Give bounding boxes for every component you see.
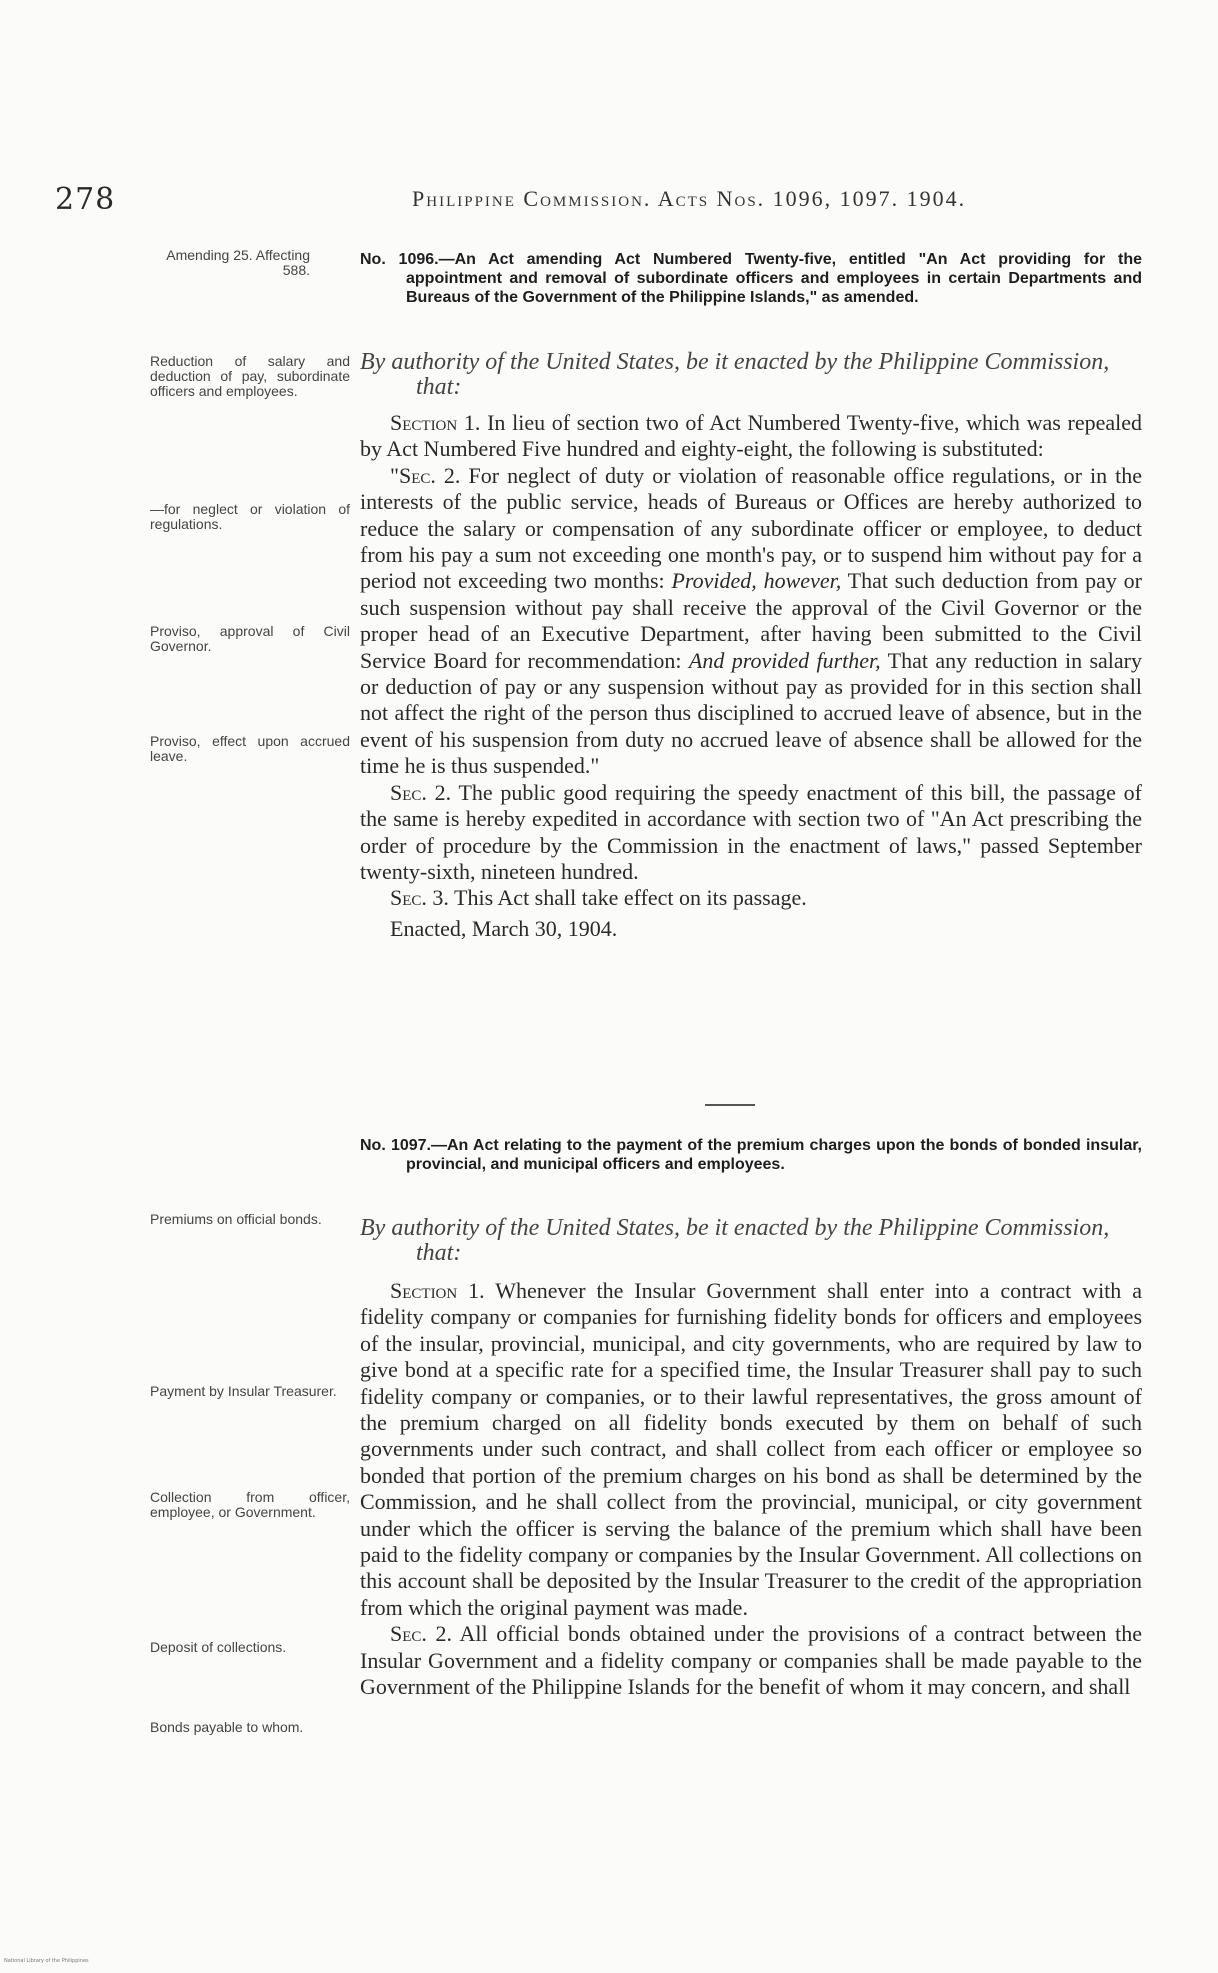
page-number: 278 bbox=[55, 182, 116, 217]
act-1096-title: No. 1096.—An Act amending Act Numbered Twenty-five, entitled "An Act providing for the appointment and removal of subordinate officers and employees in certain Departments and Bureaus of the Government of the Philippine Islands," as amended. bbox=[360, 251, 1142, 306]
quoted-section-2: "Sec. 2. For neglect of duty or violation of reasonable office regulations, or in the interests of the public service, heads of Bureaus or Offices are hereby authorized to reduce the salary or compensation of any subordinate officer or employee, to deduct from his pay a sum not exceeding one month's pay, or to suspend him without pay for a period not exceeding two months: Provided, however, That such deduction from pay or such suspension without pay shall receive the approval of the Civil Governor or the proper head of an Executive Department, after having been submitted to the Civil Service Board for recommendation: And provided further, That any reduction in salary or deduction of pay or any suspension without pay as provided for in this section shall not affect the right of the person thus disciplined to accrued leave of absence, but in the event of his suspension from duty no accrued leave of absence shall be allowed for the time he is thus suspended." bbox=[360, 462, 1143, 779]
margin-note-proviso-leave: Proviso, effect upon accrued leave. bbox=[150, 733, 350, 764]
running-head: Philippine Commission. Acts Nos. 1096, 1097. 1904. bbox=[412, 186, 967, 211]
section-3: Sec. 3. This Act shall take effect on its passage. bbox=[390, 885, 807, 911]
margin-note-amending: Amending 25. Affecting 588. bbox=[166, 247, 310, 278]
margin-note-collection: Collection from officer, employee, or Government. bbox=[150, 1489, 350, 1520]
enacted-date: Enacted, March 30, 1904. bbox=[390, 915, 618, 941]
margin-note-premiums: Premiums on official bonds. bbox=[150, 1211, 322, 1227]
margin-note-deposit: Deposit of collections. bbox=[150, 1639, 287, 1655]
margin-note-neglect: —for neglect or violation of regulations. bbox=[150, 501, 350, 532]
act-1097-authority: By authority of the United States, be it enacted by the Philippine Commission, that: bbox=[360, 1215, 1110, 1266]
act-1096-authority: By authority of the United States, be it enacted by the Philippine Commission, that: bbox=[360, 349, 1110, 400]
act-1096-body bbox=[360, 410, 1142, 942]
divider-rule bbox=[705, 1104, 755, 1106]
margin-note-bonds: Bonds payable to whom. bbox=[150, 1719, 304, 1735]
footer-credit: National Library of the Philippines bbox=[4, 1958, 89, 1964]
section-2-1097: Sec. 2. All official bonds obtained under the provisions of a contract between the Insular Government and a fidelity company or companies shall be made payable to the Government of the Philippine Islands for the benefit of whom it may concern, and shall bbox=[360, 1621, 1143, 1700]
margin-note-proviso-approval: Proviso, approval of Civil Governor. bbox=[150, 623, 350, 654]
act-1097-title: No. 1097.—An Act relating to the payment of the premium charges upon the bonds of bonded insular, provincial, and municipal officers and employees. bbox=[360, 1137, 1142, 1173]
act-1097-body bbox=[360, 1278, 1142, 1701]
margin-note-payment: Payment by Insular Treasurer. bbox=[150, 1383, 337, 1399]
margin-note-reduction: Reduction of salary and deduction of pay, subordinate officers and employees. bbox=[150, 353, 350, 399]
section-1: Section 1. In lieu of section two of Act Numbered Twenty-five, which was repealed by Act Numbered Five hundred and eighty-eight, the following is substituted: bbox=[360, 410, 1143, 462]
section-1-1097: Section 1. Whenever the Insular Government shall enter into a contract with a fidelity company or companies for furnishing fidelity bonds for officers and employees of the insular, provincial, municipal, and city governments, who are required by law to give bond at a specific rate for a specified time, the Insular Treasurer shall pay to such fidelity company or companies, or to their lawful representatives, the gross amount of the premium charged on all fidelity bonds executed by them on behalf of such governments under such contract, and shall collect from each officer or employee so bonded that portion of the premium charges on his bond as shall be determined by the Commission, and he shall collect from the provincial, municipal, or city government under which the officer is serving the balance of the premium which shall have been paid to the fidelity company or companies by the Insular Government. All collections on this account shall be deposited by the Insular Treasurer to the credit of the appropriation from which the original payment was made. bbox=[360, 1278, 1142, 1620]
page-header bbox=[0, 182, 1218, 222]
section-2: Sec. 2. The public good requiring the speedy enactment of this bill, the passage of the same is hereby expedited in accordance with section two of "An Act prescribing the order of procedure by the Commission in the enactment of laws," passed September twenty-sixth, nineteen hundred. bbox=[360, 779, 1142, 884]
